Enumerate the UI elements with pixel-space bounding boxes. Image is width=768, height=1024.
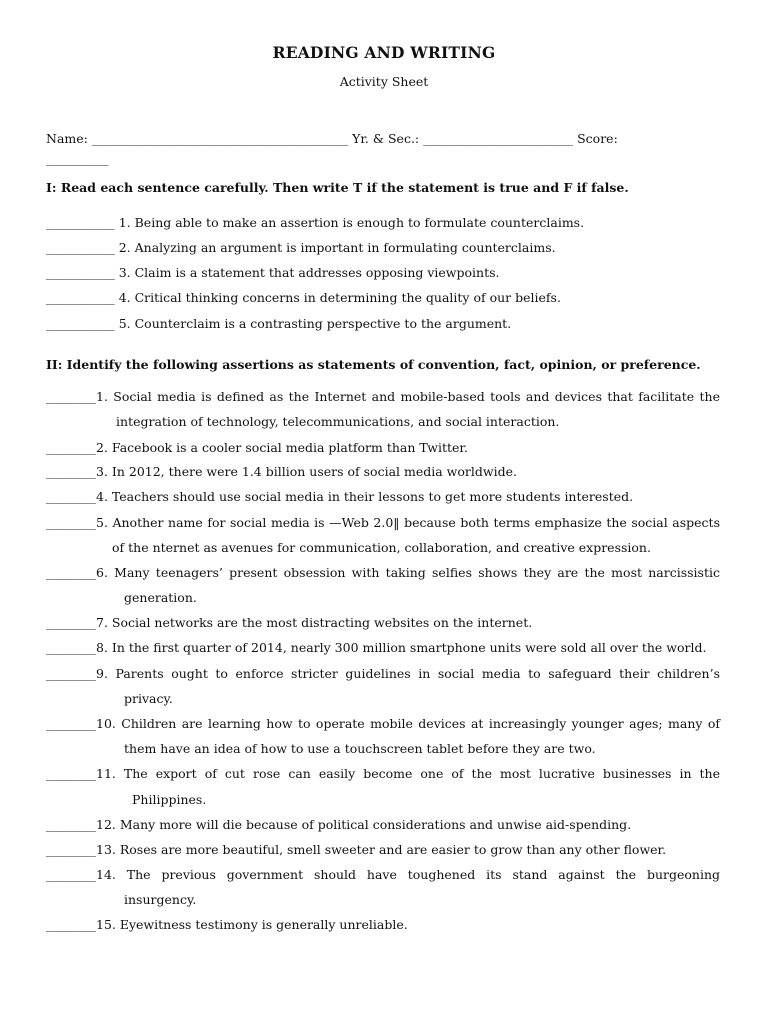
answer-blank[interactable]: ___________ — [46, 265, 115, 280]
assertion-item-2: ________2. Facebook is a cooler social media platform than Twitter. — [46, 440, 469, 455]
answer-blank[interactable]: ___________ — [46, 290, 115, 305]
assertion-item-5-continued: of the nternet as avenues for communication, collaboration, and creative expression. — [112, 540, 651, 555]
assertion-item-6-continued: generation. — [124, 590, 197, 605]
tf-item — [46, 240, 556, 255]
assertion-item-10-continued: them have an idea of how to use a touchscreen tablet before they are two. — [124, 741, 596, 756]
assertion-item-13: ________13. Roses are more beautiful, smell sweeter and are easier to grow than any other flower. — [46, 842, 667, 857]
name-label: Name: — [46, 131, 88, 146]
tf-item — [46, 316, 511, 331]
assertion-item-5: ________5. Another name for social media is —Web 2.0‖ because both terms emphasize the social aspects — [46, 515, 720, 530]
part2-heading: II: Identify the following assertions as statements of convention, fact, opinion, or preference. — [46, 357, 701, 372]
page-title: READING AND WRITING — [272, 43, 496, 62]
answer-blank[interactable]: ___________ — [46, 240, 115, 255]
score-blank[interactable]: __________ — [46, 151, 109, 166]
assertion-item-14: ________14. The previous government should have toughened its stand against the burgeoning — [46, 867, 720, 882]
assertion-item-1: ________1. Social media is defined as the Internet and mobile-based tools and devices that facilitate the — [46, 389, 720, 404]
assertion-item-9: ________9. Parents ought to enforce stricter guidelines in social media to safeguard their children’s — [46, 666, 720, 681]
assertion-item-6: ________6. Many teenagers’ present obsession with taking selfies shows they are the most narcissistic — [46, 565, 720, 580]
tf-statement: 5. Counterclaim is a contrasting perspective to the argument. — [114, 316, 512, 331]
assertion-item-4: ________4. Teachers should use social media in their lessons to get more students interested. — [46, 489, 634, 504]
assertion-item-9-continued: privacy. — [124, 691, 173, 706]
assertion-item-15: ________15. Eyewitness testimony is generally unreliable. — [46, 917, 408, 932]
answer-blank[interactable]: ___________ — [46, 215, 115, 230]
assertion-item-7: ________7. Social networks are the most distracting websites on the internet. — [46, 615, 533, 630]
tf-item — [46, 290, 561, 305]
tf-statement: 1. Being able to make an assertion is enough to formulate counterclaims. — [114, 215, 585, 230]
tf-item — [46, 215, 584, 230]
tf-statement: 4. Critical thinking concerns in determining the quality of our beliefs. — [114, 290, 561, 305]
assertion-item-10: ________10. Children are learning how to operate mobile devices at increasingly younger ages; many of — [46, 716, 720, 731]
assertion-item-3: ________3. In 2012, there were 1.4 billion users of social media worldwide. — [46, 464, 517, 479]
part1-heading: I: Read each sentence carefully. Then write T if the statement is true and F if false. — [46, 180, 629, 195]
assertion-item-11: ________11. The export of cut rose can easily become one of the most lucrative businesses in the — [46, 766, 720, 781]
name-blank[interactable]: _________________________________________ — [91, 131, 349, 146]
section-blank[interactable]: ________________________ — [423, 131, 574, 146]
tf-item — [46, 265, 500, 280]
assertion-item-11-continued: Philippines. — [132, 792, 207, 807]
tf-statement: 2. Analyzing an argument is important in formulating counterclaims. — [114, 240, 556, 255]
tf-statement: 3. Claim is a statement that addresses opposing viewpoints. — [114, 265, 500, 280]
assertion-item-14-continued: insurgency. — [124, 892, 197, 907]
section-label: Yr. & Sec.: — [352, 131, 420, 146]
page-subtitle: Activity Sheet — [339, 74, 429, 89]
answer-blank[interactable]: ___________ — [46, 316, 115, 331]
student-info-row — [46, 131, 722, 146]
assertion-item-12: ________12. Many more will die because of political considerations and unwise aid-spending. — [46, 817, 632, 832]
assertion-item-8: ________8. In the first quarter of 2014, nearly 300 million smartphone units were sold all over the world. — [46, 640, 707, 655]
score-label: Score: — [577, 131, 618, 146]
assertion-item-1-continued: integration of technology, telecommunications, and social interaction. — [116, 414, 560, 429]
